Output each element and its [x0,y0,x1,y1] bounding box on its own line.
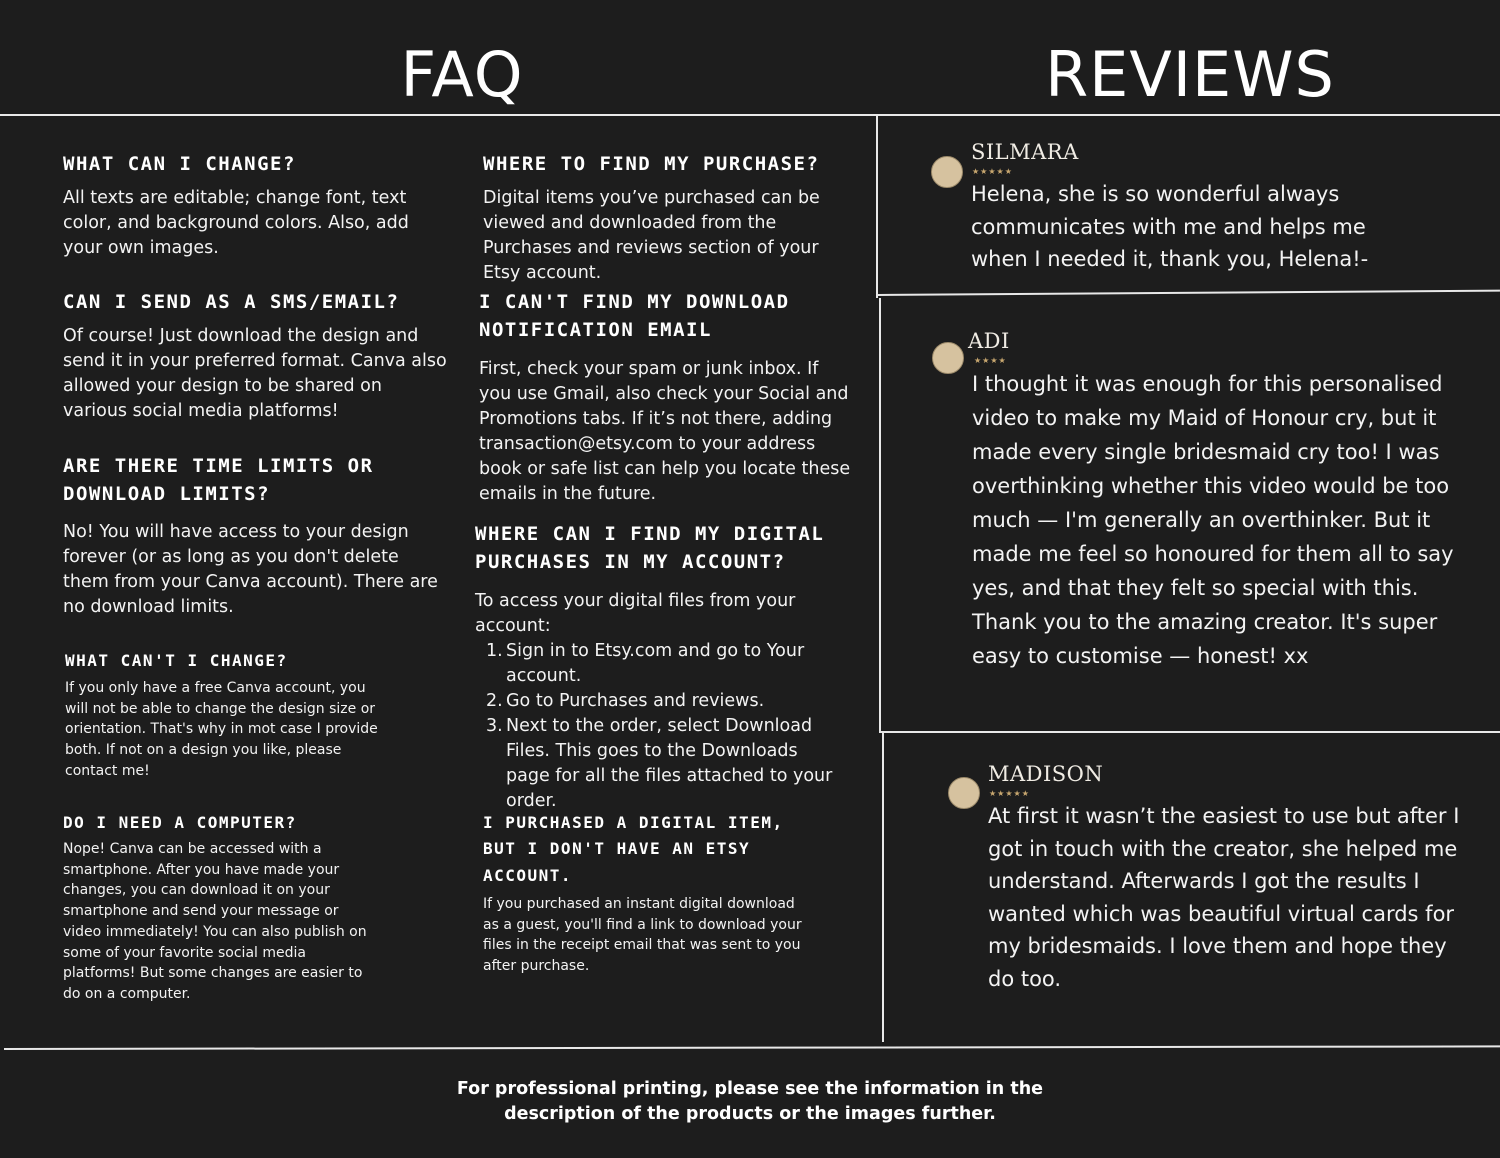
faq-question-computer: DO I NEED A COMPUTER? [63,813,297,832]
avatar [931,156,963,188]
header-divider [0,114,1500,116]
reviews-title: REVIEWS [1045,38,1335,111]
review-divider [881,731,1500,733]
rating-stars: ★★★★★ [989,789,1030,798]
faq-answer-sms-email: Of course! Just download the design and send it in your preferred format. Canva also allowed your design to be shared on various social media platforms! [63,326,447,421]
faq-title: FAQ [400,38,524,111]
column-divider [879,298,881,733]
faq-question-cant-change: WHAT CAN'T I CHANGE? [65,651,288,670]
avatar [932,342,964,374]
faq-digital-step: Go to Purchases and reviews. [506,691,765,711]
faq-question-no-etsy: I PURCHASED A DIGITAL ITEM, BUT I DON'T HAVE AN ETSY ACCOUNT. [483,813,784,885]
column-divider [876,116,878,298]
faq-answer-what-change: All texts are editable; change font, text color, and background colors. Also, add your own images. [63,188,409,258]
faq-answer-time-limits: No! You will have access to your design forever (or as long as you don't delete them from your Canva account). There are no download limits. [63,522,438,617]
review-divider [878,290,1500,296]
review-text: I thought it was enough for this personalised video to make my Maid of Honour cry, but it made every single bridesmaid cry too! I was overthinking whether this video would be too much — I'm generally an overthinker. But it made me feel so honoured for them all to say yes, and that they felt so special with this. Thank you to the amazing creator. It's super easy to customise — honest! xx [972,372,1454,668]
faq-digital-steps [475,639,835,814]
faq-digital-intro: To access your digital files from your account: [475,591,796,636]
faq-question-what-change: WHAT CAN I CHANGE? [63,153,296,175]
footer-divider [4,1045,1500,1050]
faq-answer-find-digital [475,589,835,814]
faq-question-sms-email: CAN I SEND AS A SMS/EMAIL? [63,291,400,313]
review-name: MADISON [988,762,1104,786]
faq-answer-cant-find-email: First, check your spam or junk inbox. If you use Gmail, also check your Social and Promotions tabs. If it’s not there, adding transaction@etsy.com to your address book or safe list can help you locate these emails in the future. [479,359,851,504]
review-name: SILMARA [971,140,1079,164]
faq-question-time-limits: ARE THERE TIME LIMITS OR DOWNLOAD LIMITS? [63,455,374,506]
review-name: ADI [968,329,1010,353]
faq-digital-step: Sign in to Etsy.com and go to Your account. [506,641,805,686]
rating-stars: ★★★★★ [972,167,1013,176]
footer-line: description of the products or the images further. [504,1104,996,1124]
faq-question-find-purchase: WHERE TO FIND MY PURCHASE? [483,153,820,175]
faq-digital-step: Next to the order, select Download Files. This goes to the Downloads page for all the files attached to your order. [506,716,833,811]
faq-question-cant-find-email: I CAN'T FIND MY DOWNLOAD NOTIFICATION EMAIL [479,291,790,342]
review-text: At first it wasn’t the easiest to use but after I got in touch with the creator, she helped me understand. Afterwards I got the results I wanted which was beautiful virtual cards for my bridesmaids. I love them and hope they do too. [988,804,1460,991]
footer-line: For professional printing, please see the information in the [456,1079,1044,1099]
faq-answer-no-etsy: If you purchased an instant digital download as a guest, you'll find a link to download your files in the receipt email that was sent to you after purchase. [483,896,802,975]
faq-question-find-digital: WHERE CAN I FIND MY DIGITAL PURCHASES IN MY ACCOUNT? [475,523,825,574]
faq-answer-cant-change: If you only have a free Canva account, you will not be able to change the design size or orientation. That's why in mot case I provide both. If not on a design you like, please contact me! [65,680,378,779]
faq-answer-computer: Nope! Canva can be accessed with a smartphone. After you have made your changes, you can download it on your smartphone and send your message or video immediately! You can also publish on some of your favorite social media platforms! But some changes are easier to do on a computer. [63,841,367,1002]
faq-answer-find-purchase: Digital items you’ve purchased can be viewed and downloaded from the Purchases and reviews section of your Etsy account. [483,188,820,283]
rating-stars: ★★★★ [974,356,1007,365]
review-text: Helena, she is so wonderful always communicates with me and helps me when I needed it, thank you, Helena!- [971,182,1369,271]
footer-note [0,1077,1500,1127]
column-divider [882,733,884,1042]
avatar [948,777,980,809]
